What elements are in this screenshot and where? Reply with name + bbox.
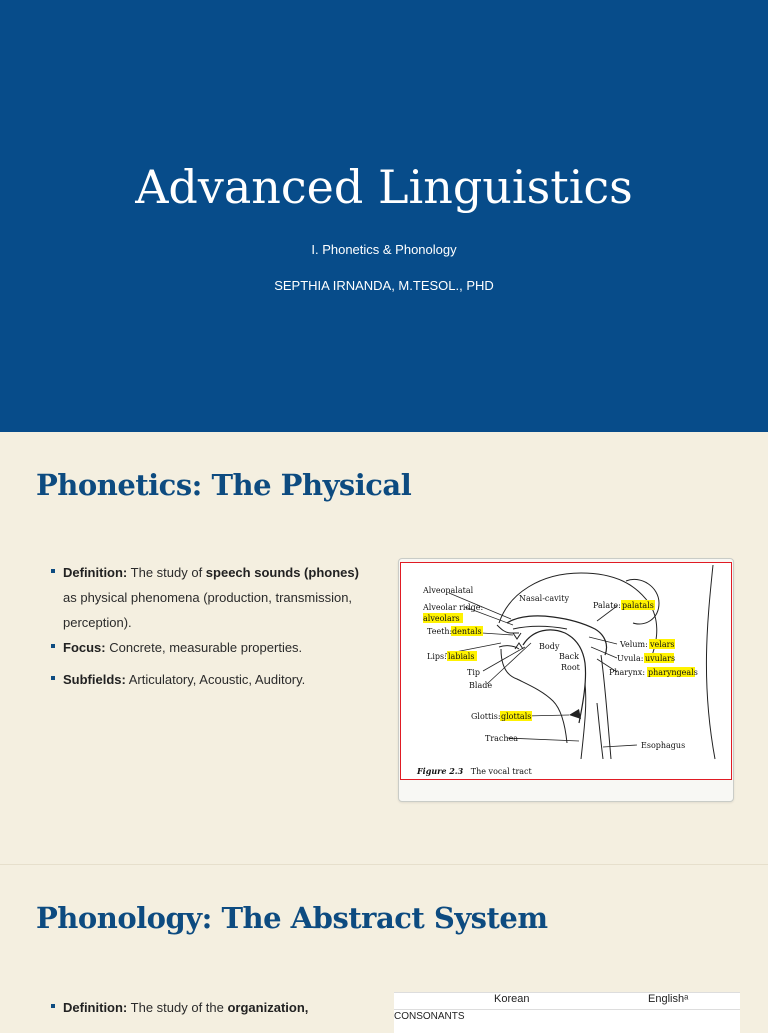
phonetics-bullet-list: [48, 560, 360, 692]
bullet-label: Definition:: [63, 565, 128, 580]
table-section-consonants: CONSONANTS: [394, 1011, 465, 1022]
label-teeth: Teeth:: [427, 627, 453, 636]
label-body: Body: [539, 642, 560, 651]
phonology-slide-title: Phonology: The Abstract System: [36, 901, 548, 935]
bullet-text: The study of the: [127, 1000, 228, 1015]
glottis-mark: [569, 709, 581, 719]
consonant-comparison-table: [394, 992, 740, 1033]
label-dentals: dentals: [452, 627, 482, 636]
label-palate: Palate:: [593, 601, 621, 610]
label-uvula: Uvula:: [617, 654, 644, 663]
bullet-label: Focus:: [63, 640, 106, 655]
vocal-tract-figure-card: [398, 558, 734, 802]
presentation-subtitle: I. Phonetics & Phonology: [311, 242, 457, 257]
bullet-text: Articulatory, Acoustic, Auditory.: [125, 672, 306, 687]
upper-teeth: [513, 633, 521, 639]
bullet-label: Subfields:: [63, 672, 126, 687]
label-pharynx: Pharynx:: [609, 668, 646, 677]
phonetics-slide-title: Phonetics: The Physical: [36, 468, 412, 502]
upper-lip: [497, 625, 519, 633]
label-trachea: Trachea: [485, 734, 519, 743]
head-back-outline: [706, 565, 715, 759]
bullet-marker-icon: [51, 676, 55, 680]
phonology-bullet-list: [48, 995, 360, 1020]
nasal-floor: [513, 626, 567, 629]
label-alveopalatal: Alveopalatal: [423, 586, 474, 595]
label-uvulars: uvulars: [645, 654, 676, 663]
figure-caption-number: Figure 2.3: [417, 766, 464, 776]
label-back: Back: [559, 652, 579, 661]
title-slide: [0, 0, 768, 432]
phonology-slide: [0, 864, 768, 1025]
label-blade: Blade: [469, 681, 493, 690]
bullet-definition: [48, 560, 360, 635]
bullet-subfields: [48, 667, 360, 692]
phonetics-slide: [0, 432, 768, 864]
bullet-text: as physical phenomena (production, transmission, perception).: [63, 590, 353, 630]
bullet-marker-icon: [51, 1004, 55, 1008]
vocal-tract-figure: [400, 562, 732, 780]
jaw-outline: [501, 649, 567, 743]
lower-teeth: [515, 643, 523, 649]
label-velars: velars: [650, 640, 675, 649]
bullet-marker-icon: [51, 644, 55, 648]
bullet-label: Definition:: [63, 1000, 128, 1015]
label-lips: Lips:: [427, 652, 447, 661]
label-esophagus: Esophagus: [641, 741, 686, 750]
bullet-bold-term: speech sounds (phones): [205, 565, 359, 580]
table-header-korean: Korean: [494, 993, 530, 1005]
table-divider: [394, 1009, 740, 1010]
figure-caption: [417, 766, 532, 776]
bullet-text: The study of: [127, 565, 206, 580]
table-header-english: Englishᵃ: [648, 993, 689, 1005]
bullet-marker-icon: [51, 569, 55, 573]
label-labials: labials: [448, 652, 475, 661]
label-palatals: palatals: [622, 601, 654, 610]
label-glottals: glottals: [501, 712, 532, 721]
label-nasal-cavity: Nasal-cavity: [519, 594, 569, 603]
label-pharyngeals: pharyngeals: [648, 668, 698, 677]
label-velum: Velum:: [620, 640, 648, 649]
label-tip: Tip: [467, 668, 481, 677]
presentation-author: SEPTHIA IRNANDA, M.TESOL., PHD: [274, 278, 494, 293]
label-glottis: Glottis:: [471, 712, 501, 721]
label-root: Root: [561, 663, 580, 672]
bullet-text: Concrete, measurable properties.: [105, 640, 303, 655]
bullet-definition: [48, 995, 360, 1020]
bullet-focus: [48, 635, 360, 660]
label-alveolars: alveolars: [423, 614, 460, 623]
esophagus-outline: [597, 703, 603, 759]
bullet-bold-term: organization,: [227, 1000, 309, 1015]
figure-caption-text: The vocal tract: [470, 767, 532, 776]
label-alveolar-ridge: Alveolar ridge:: [423, 603, 484, 612]
presentation-title: Advanced Linguistics: [135, 160, 633, 214]
vocal-tract-diagram: [401, 563, 731, 779]
